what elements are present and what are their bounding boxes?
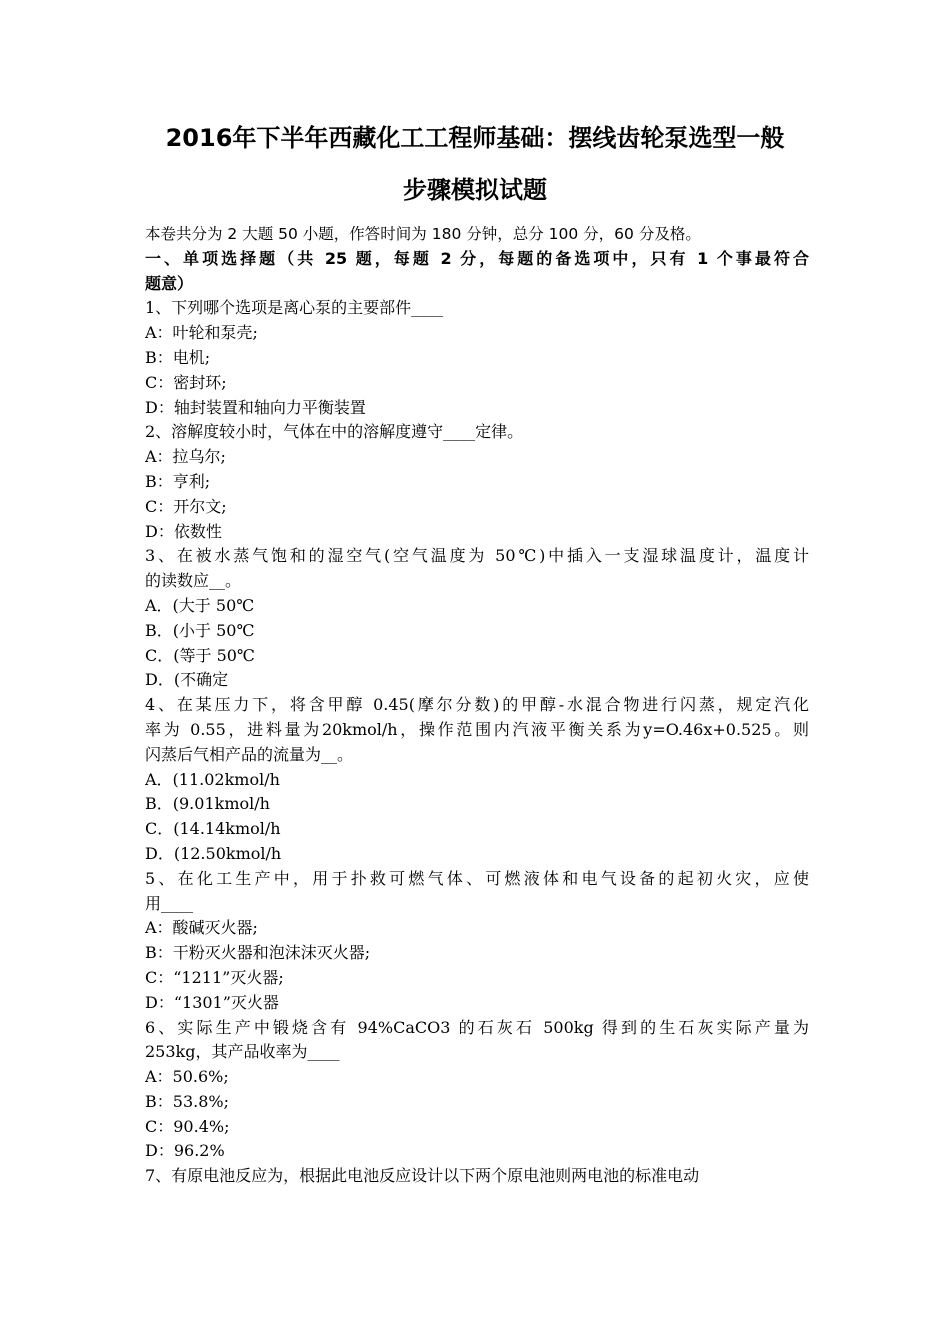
question-stem: 的读数应__。: [145, 571, 242, 591]
answer-option: B：53.8%;: [145, 1091, 229, 1111]
answer-option: D：96.2%: [145, 1141, 225, 1161]
answer-option: B：亨利;: [145, 471, 211, 491]
answer-option: B．(9.01kmol/h: [145, 794, 270, 814]
section-heading: 一、单项选择题（共 25 题，每题 2 分，每题的备选项中，只有 1 个事最符合: [145, 248, 809, 268]
question-item: [145, 1164, 809, 1189]
question-stem: 1、下列哪个选项是离心泵的主要部件____: [145, 298, 444, 318]
exam-intro: 本卷共分为 2 大题 50 小题，作答时间为 180 分钟，总分 100 分，60 分及格。: [145, 225, 701, 243]
question-item: [145, 867, 809, 1016]
answer-option: D：“1301”灭火器: [145, 992, 279, 1012]
question-stem: 3、在被水蒸气饱和的湿空气(空气温度为 50℃)中插入一支湿球温度计，温度计: [145, 546, 809, 566]
answer-option: C：密封环;: [145, 372, 227, 392]
question-list: [145, 296, 809, 1189]
answer-option: A：50.6%;: [145, 1067, 229, 1087]
question-item: [145, 1016, 809, 1165]
question-stem: 253kg，其产品收率为____: [145, 1042, 340, 1062]
question-stem: 闪蒸后气相产品的流量为__。: [145, 744, 354, 764]
document-title-line-1: 2016年下半年西藏化工工程师基础：摆线齿轮泵选型一般: [165, 124, 785, 152]
question-stem: 2、溶解度较小时，气体在中的溶解度遵守____定律。: [145, 422, 524, 442]
document-title-line-2: 步骤模拟试题: [403, 176, 547, 204]
question-item: [145, 693, 809, 867]
question-stem: 率为 0.55，进料量为20kmol/h，操作范围内汽液平衡关系为y=O.46x+0.525。则: [145, 719, 809, 739]
answer-option: C：“1211”灭火器;: [145, 967, 284, 987]
answer-option: C．(14.14kmol/h: [145, 819, 281, 839]
answer-option: A．(大于 50℃: [145, 595, 255, 615]
answer-option: A：叶轮和泵壳;: [145, 323, 258, 343]
answer-option: B：电机;: [145, 347, 211, 367]
answer-option: D：轴封装置和轴向力平衡装置: [145, 397, 366, 417]
question-item: [145, 544, 809, 693]
answer-option: D．(不确定: [145, 670, 229, 690]
question-stem: 6、实际生产中锻烧含有 94%CaCO3 的石灰石 500kg 得到的生石灰实际产量为: [145, 1017, 809, 1037]
answer-option: B．(小于 50℃: [145, 620, 255, 640]
answer-option: A．(11.02kmol/h: [145, 769, 280, 789]
answer-option: D．(12.50kmol/h: [145, 843, 282, 863]
answer-option: B：干粉灭火器和泡沫沫灭火器;: [145, 943, 371, 963]
answer-option: A：酸碱灭火器;: [145, 918, 258, 938]
answer-option: C：90.4%;: [145, 1116, 230, 1136]
section-heading-continued: 题意）: [145, 273, 194, 293]
question-item: [145, 296, 809, 420]
question-stem: 5、在化工生产中，用于扑救可燃气体、可燃液体和电气设备的起初火灾，应使: [145, 868, 809, 888]
answer-option: C：开尔文;: [145, 496, 227, 516]
question-stem: 7、有原电池反应为，根据此电池反应设计以下两个原电池则两电池的标准电动: [145, 1166, 700, 1186]
question-item: [145, 420, 809, 544]
answer-option: A：拉乌尔;: [145, 447, 226, 467]
answer-option: D：依数性: [145, 521, 222, 541]
question-stem: 用____: [145, 893, 194, 913]
question-stem: 4、在某压力下，将含甲醇 0.45(摩尔分数)的甲醇-水混合物进行闪蒸，规定汽化: [145, 695, 809, 715]
document-body: [145, 222, 809, 1189]
answer-option: C．(等于 50℃: [145, 645, 255, 665]
